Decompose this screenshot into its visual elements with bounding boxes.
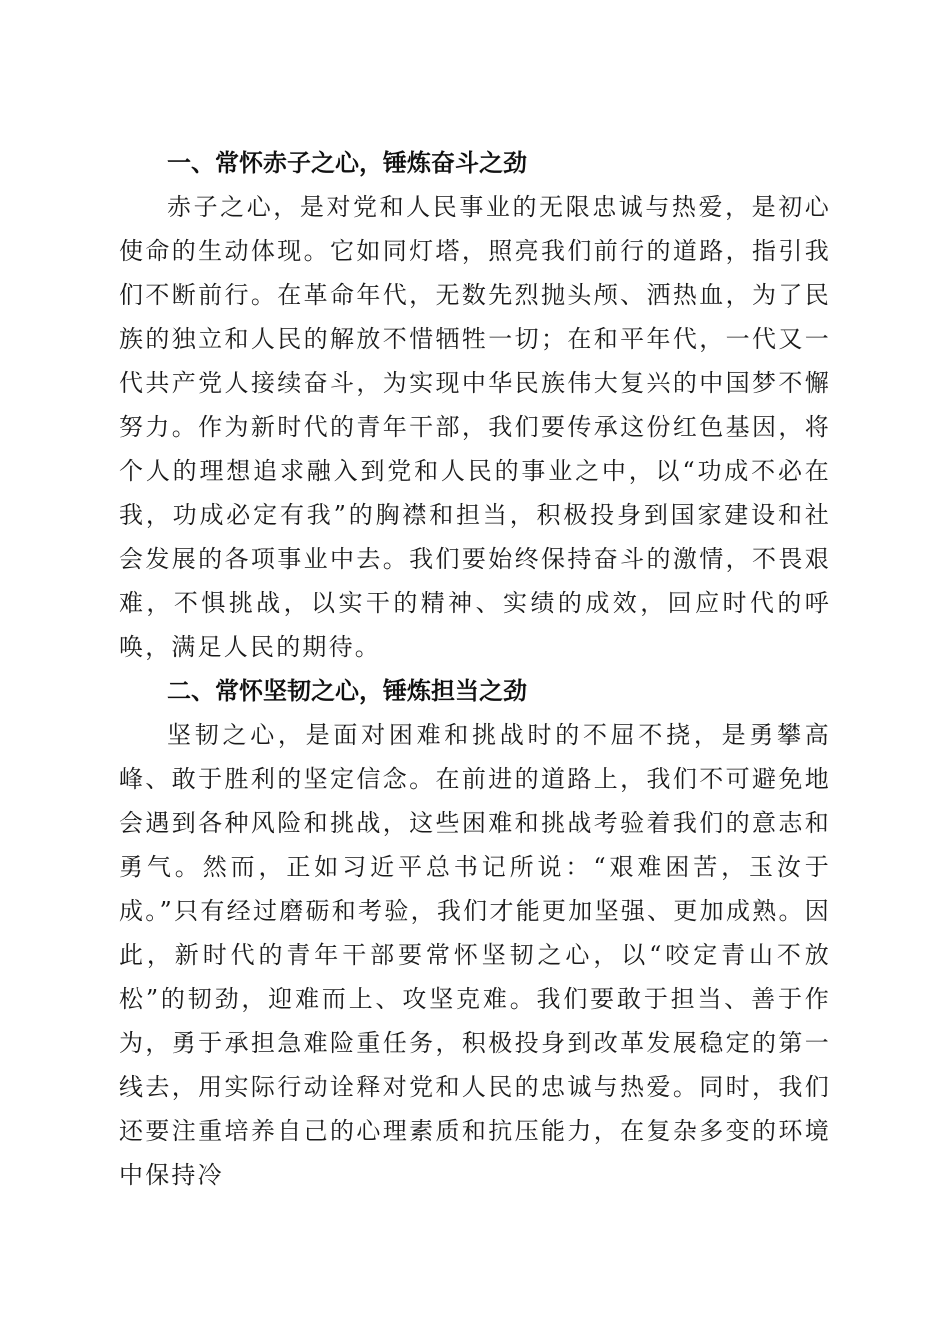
section-paragraph-1: 赤子之心，是对党和人民事业的无限忠诚与热爱，是初心使命的生动体现。它如同灯塔，照亮我们前行的道路，指引我们不断前行。在革命年代，无数先烈抛头颅、洒热血，为了民族的独立和人民的解放不惜牺牲一切；在和平年代，一代又一代共产党人接续奋斗，为实现中华民族伟大复兴的中国梦不懈努力。作为新时代的青年干部，我们要传承这份红色基因，将个人的理想追求融入到党和人民的事业之中，以“功成不必在我，功成必定有我”的胸襟和担当，积极投身到国家建设和社会发展的各项事业中去。我们要始终保持奋斗的激情，不畏艰难，不惧挑战，以实干的精神、实绩的成效，回应时代的呼唤，满足人民的期待。 — [119, 193, 831, 661]
section-heading-2: 二、常怀坚韧之心，锤炼担当之劲 — [167, 677, 527, 705]
section-heading-1: 一、常怀赤子之心，锤炼奋斗之劲 — [167, 149, 527, 177]
section-paragraph-2: 坚韧之心，是面对困难和挑战时的不屈不挠，是勇攀高峰、敢于胜利的坚定信念。在前进的道路上，我们不可避免地会遇到各种风险和挑战，这些困难和挑战考验着我们的意志和勇气。然而，正如习近平总书记所说：“艰难困苦，玉汝于成。”只有经过磨砺和考验，我们才能更加坚强、更加成熟。因此，新时代的青年干部要常怀坚韧之心，以“咬定青山不放松”的韧劲，迎难而上、攻坚克难。我们要敢于担当、善于作为，勇于承担急难险重任务，积极投身到改革发展稳定的第一线去，用实际行动诠释对党和人民的忠诚与热爱。同时，我们还要注重培养自己的心理素质和抗压能力，在复杂多变的环境中保持冷 — [119, 721, 831, 1189]
document-body — [119, 141, 831, 1197]
